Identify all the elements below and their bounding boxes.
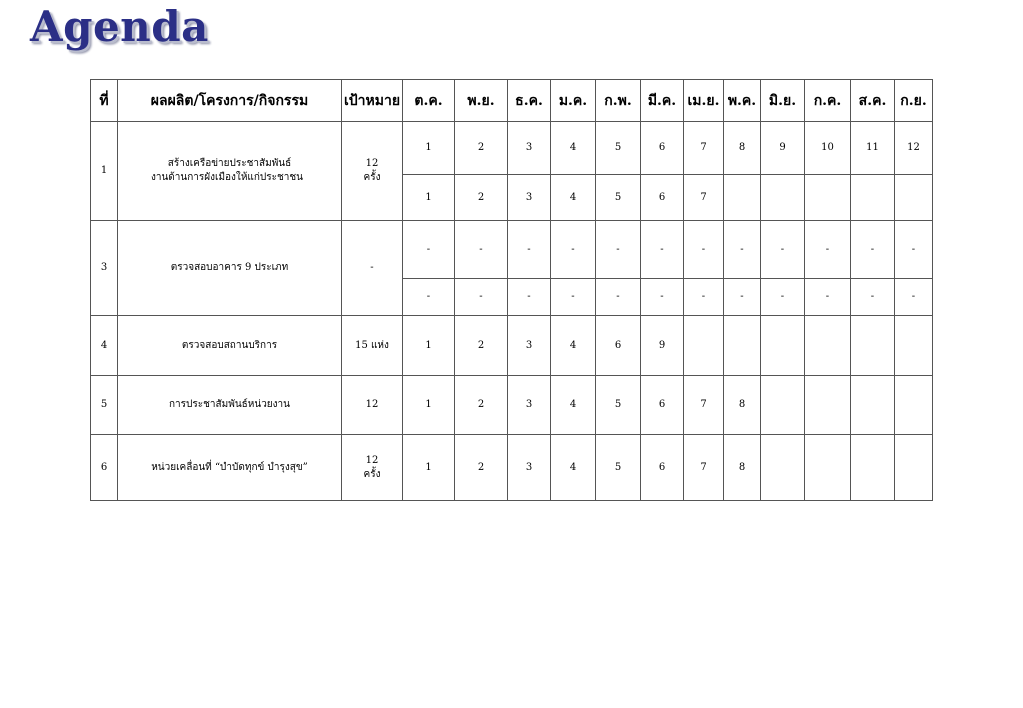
plan-cell xyxy=(895,316,933,376)
table-body xyxy=(91,122,933,501)
target-cell xyxy=(342,316,403,376)
target-line: 15 แห่ง xyxy=(355,339,389,351)
plan-cell: - xyxy=(641,221,684,279)
plan-cell: - xyxy=(684,221,724,279)
actual-cell: 4 xyxy=(551,175,596,221)
activity-line: การประชาสัมพันธ์หน่วยงาน xyxy=(169,399,290,410)
plan-cell: 5 xyxy=(596,376,641,435)
plan-cell: 6 xyxy=(596,316,641,376)
table-row xyxy=(91,376,933,435)
plan-cell: 2 xyxy=(455,435,508,501)
activity-cell xyxy=(118,221,342,316)
header-month: พ.ย. xyxy=(455,80,508,122)
header-month: ส.ค. xyxy=(851,80,895,122)
plan-cell xyxy=(895,376,933,435)
target-line: - xyxy=(370,262,374,273)
plan-cell: 4 xyxy=(551,122,596,175)
plan-cell xyxy=(851,376,895,435)
header-month: ต.ค. xyxy=(403,80,455,122)
actual-cell: - xyxy=(684,279,724,316)
plan-cell: 1 xyxy=(403,435,455,501)
header-month: ธ.ค. xyxy=(508,80,551,122)
header-no: ที่ xyxy=(91,80,118,122)
plan-cell: 3 xyxy=(508,316,551,376)
plan-cell: - xyxy=(403,221,455,279)
target-cell xyxy=(342,122,403,221)
plan-cell: 6 xyxy=(641,376,684,435)
activity-cell xyxy=(118,122,342,221)
plan-cell xyxy=(805,316,851,376)
header-activity: ผลผลิต/โครงการ/กิจกรรม xyxy=(118,80,342,122)
page-title: Agenda xyxy=(30,2,209,51)
actual-cell: - xyxy=(455,279,508,316)
activity-cell xyxy=(118,376,342,435)
plan-cell: - xyxy=(724,221,761,279)
activity-line: สร้างเครือข่ายประชาสัมพันธ์ xyxy=(167,158,292,169)
plan-cell: - xyxy=(551,221,596,279)
plan-cell: - xyxy=(508,221,551,279)
plan-cell: 2 xyxy=(455,122,508,175)
plan-cell: 11 xyxy=(851,122,895,175)
actual-cell: - xyxy=(761,279,805,316)
target-line: 12 xyxy=(365,158,379,169)
header-month: เม.ย. xyxy=(684,80,724,122)
actual-cell: 5 xyxy=(596,175,641,221)
plan-cell: - xyxy=(761,221,805,279)
header-target: เป้าหมาย xyxy=(342,80,403,122)
actual-cell xyxy=(851,175,895,221)
plan-cell xyxy=(761,316,805,376)
plan-cell: 7 xyxy=(684,435,724,501)
actual-cell: - xyxy=(551,279,596,316)
plan-cell xyxy=(805,376,851,435)
actual-cell: - xyxy=(805,279,851,316)
actual-cell: 7 xyxy=(684,175,724,221)
header-month: มี.ค. xyxy=(641,80,684,122)
row-number: 5 xyxy=(91,376,118,435)
activity-line: ตรวจสอบอาคาร 9 ประเภท xyxy=(170,262,289,273)
activity-line: หน่วยเคลื่อนที่ “บำบัดทุกข์ บำรุงสุข” xyxy=(151,461,308,473)
plan-cell xyxy=(805,435,851,501)
plan-cell: - xyxy=(455,221,508,279)
plan-cell xyxy=(684,316,724,376)
actual-cell: - xyxy=(895,279,933,316)
target-cell xyxy=(342,435,403,501)
plan-cell: 4 xyxy=(551,376,596,435)
plan-cell: - xyxy=(805,221,851,279)
row-number: 4 xyxy=(91,316,118,376)
actual-cell xyxy=(724,175,761,221)
plan-cell xyxy=(851,316,895,376)
target-line: ครั้ง xyxy=(363,468,381,480)
plan-cell: 5 xyxy=(596,122,641,175)
plan-cell: 2 xyxy=(455,316,508,376)
actual-cell: 6 xyxy=(641,175,684,221)
activity-line: งานด้านการผังเมืองให้แก่ประชาชน xyxy=(150,172,304,183)
row-number: 6 xyxy=(91,435,118,501)
actual-cell: - xyxy=(403,279,455,316)
activity-cell xyxy=(118,435,342,501)
table-row xyxy=(91,316,933,376)
plan-cell: 1 xyxy=(403,316,455,376)
plan-cell: 7 xyxy=(684,376,724,435)
actual-cell: 3 xyxy=(508,175,551,221)
plan-cell: 7 xyxy=(684,122,724,175)
target-line: ครั้ง xyxy=(363,172,381,183)
plan-cell: 6 xyxy=(641,435,684,501)
actual-cell xyxy=(761,175,805,221)
header-month: มิ.ย. xyxy=(761,80,805,122)
plan-cell: 5 xyxy=(596,435,641,501)
actual-cell xyxy=(895,175,933,221)
plan-cell: - xyxy=(895,221,933,279)
activity-cell xyxy=(118,316,342,376)
plan-cell: 3 xyxy=(508,435,551,501)
activity-line: ตรวจสอบสถานบริการ xyxy=(181,339,278,351)
plan-cell: 1 xyxy=(403,376,455,435)
header-month: พ.ค. xyxy=(724,80,761,122)
table-row xyxy=(91,221,933,279)
plan-cell: 3 xyxy=(508,376,551,435)
target-line: 12 xyxy=(365,454,379,466)
agenda-table xyxy=(90,79,933,501)
header-month: ก.พ. xyxy=(596,80,641,122)
actual-cell: - xyxy=(851,279,895,316)
plan-cell: 3 xyxy=(508,122,551,175)
header-month: ก.ค. xyxy=(805,80,851,122)
plan-cell xyxy=(724,316,761,376)
plan-cell xyxy=(851,435,895,501)
target-cell xyxy=(342,221,403,316)
plan-cell: 10 xyxy=(805,122,851,175)
plan-cell xyxy=(895,435,933,501)
plan-cell: 8 xyxy=(724,435,761,501)
actual-cell: - xyxy=(508,279,551,316)
plan-cell: 4 xyxy=(551,316,596,376)
row-number: 1 xyxy=(91,122,118,221)
plan-cell xyxy=(761,435,805,501)
plan-cell: 8 xyxy=(724,376,761,435)
actual-cell: 2 xyxy=(455,175,508,221)
table-row xyxy=(91,435,933,501)
plan-cell: 6 xyxy=(641,122,684,175)
plan-cell: 9 xyxy=(641,316,684,376)
header-row xyxy=(91,80,933,122)
header-month: ก.ย. xyxy=(895,80,933,122)
plan-cell: - xyxy=(851,221,895,279)
target-line: 12 xyxy=(365,399,379,410)
target-cell xyxy=(342,376,403,435)
plan-cell: 1 xyxy=(403,122,455,175)
plan-cell xyxy=(761,376,805,435)
plan-cell: 2 xyxy=(455,376,508,435)
actual-cell: 1 xyxy=(403,175,455,221)
actual-cell: - xyxy=(596,279,641,316)
plan-cell: 8 xyxy=(724,122,761,175)
plan-cell: - xyxy=(596,221,641,279)
actual-cell xyxy=(805,175,851,221)
plan-cell: 9 xyxy=(761,122,805,175)
header-month: ม.ค. xyxy=(551,80,596,122)
table-row xyxy=(91,122,933,175)
actual-cell: - xyxy=(724,279,761,316)
actual-cell: - xyxy=(641,279,684,316)
row-number: 3 xyxy=(91,221,118,316)
plan-cell: 12 xyxy=(895,122,933,175)
plan-cell: 4 xyxy=(551,435,596,501)
